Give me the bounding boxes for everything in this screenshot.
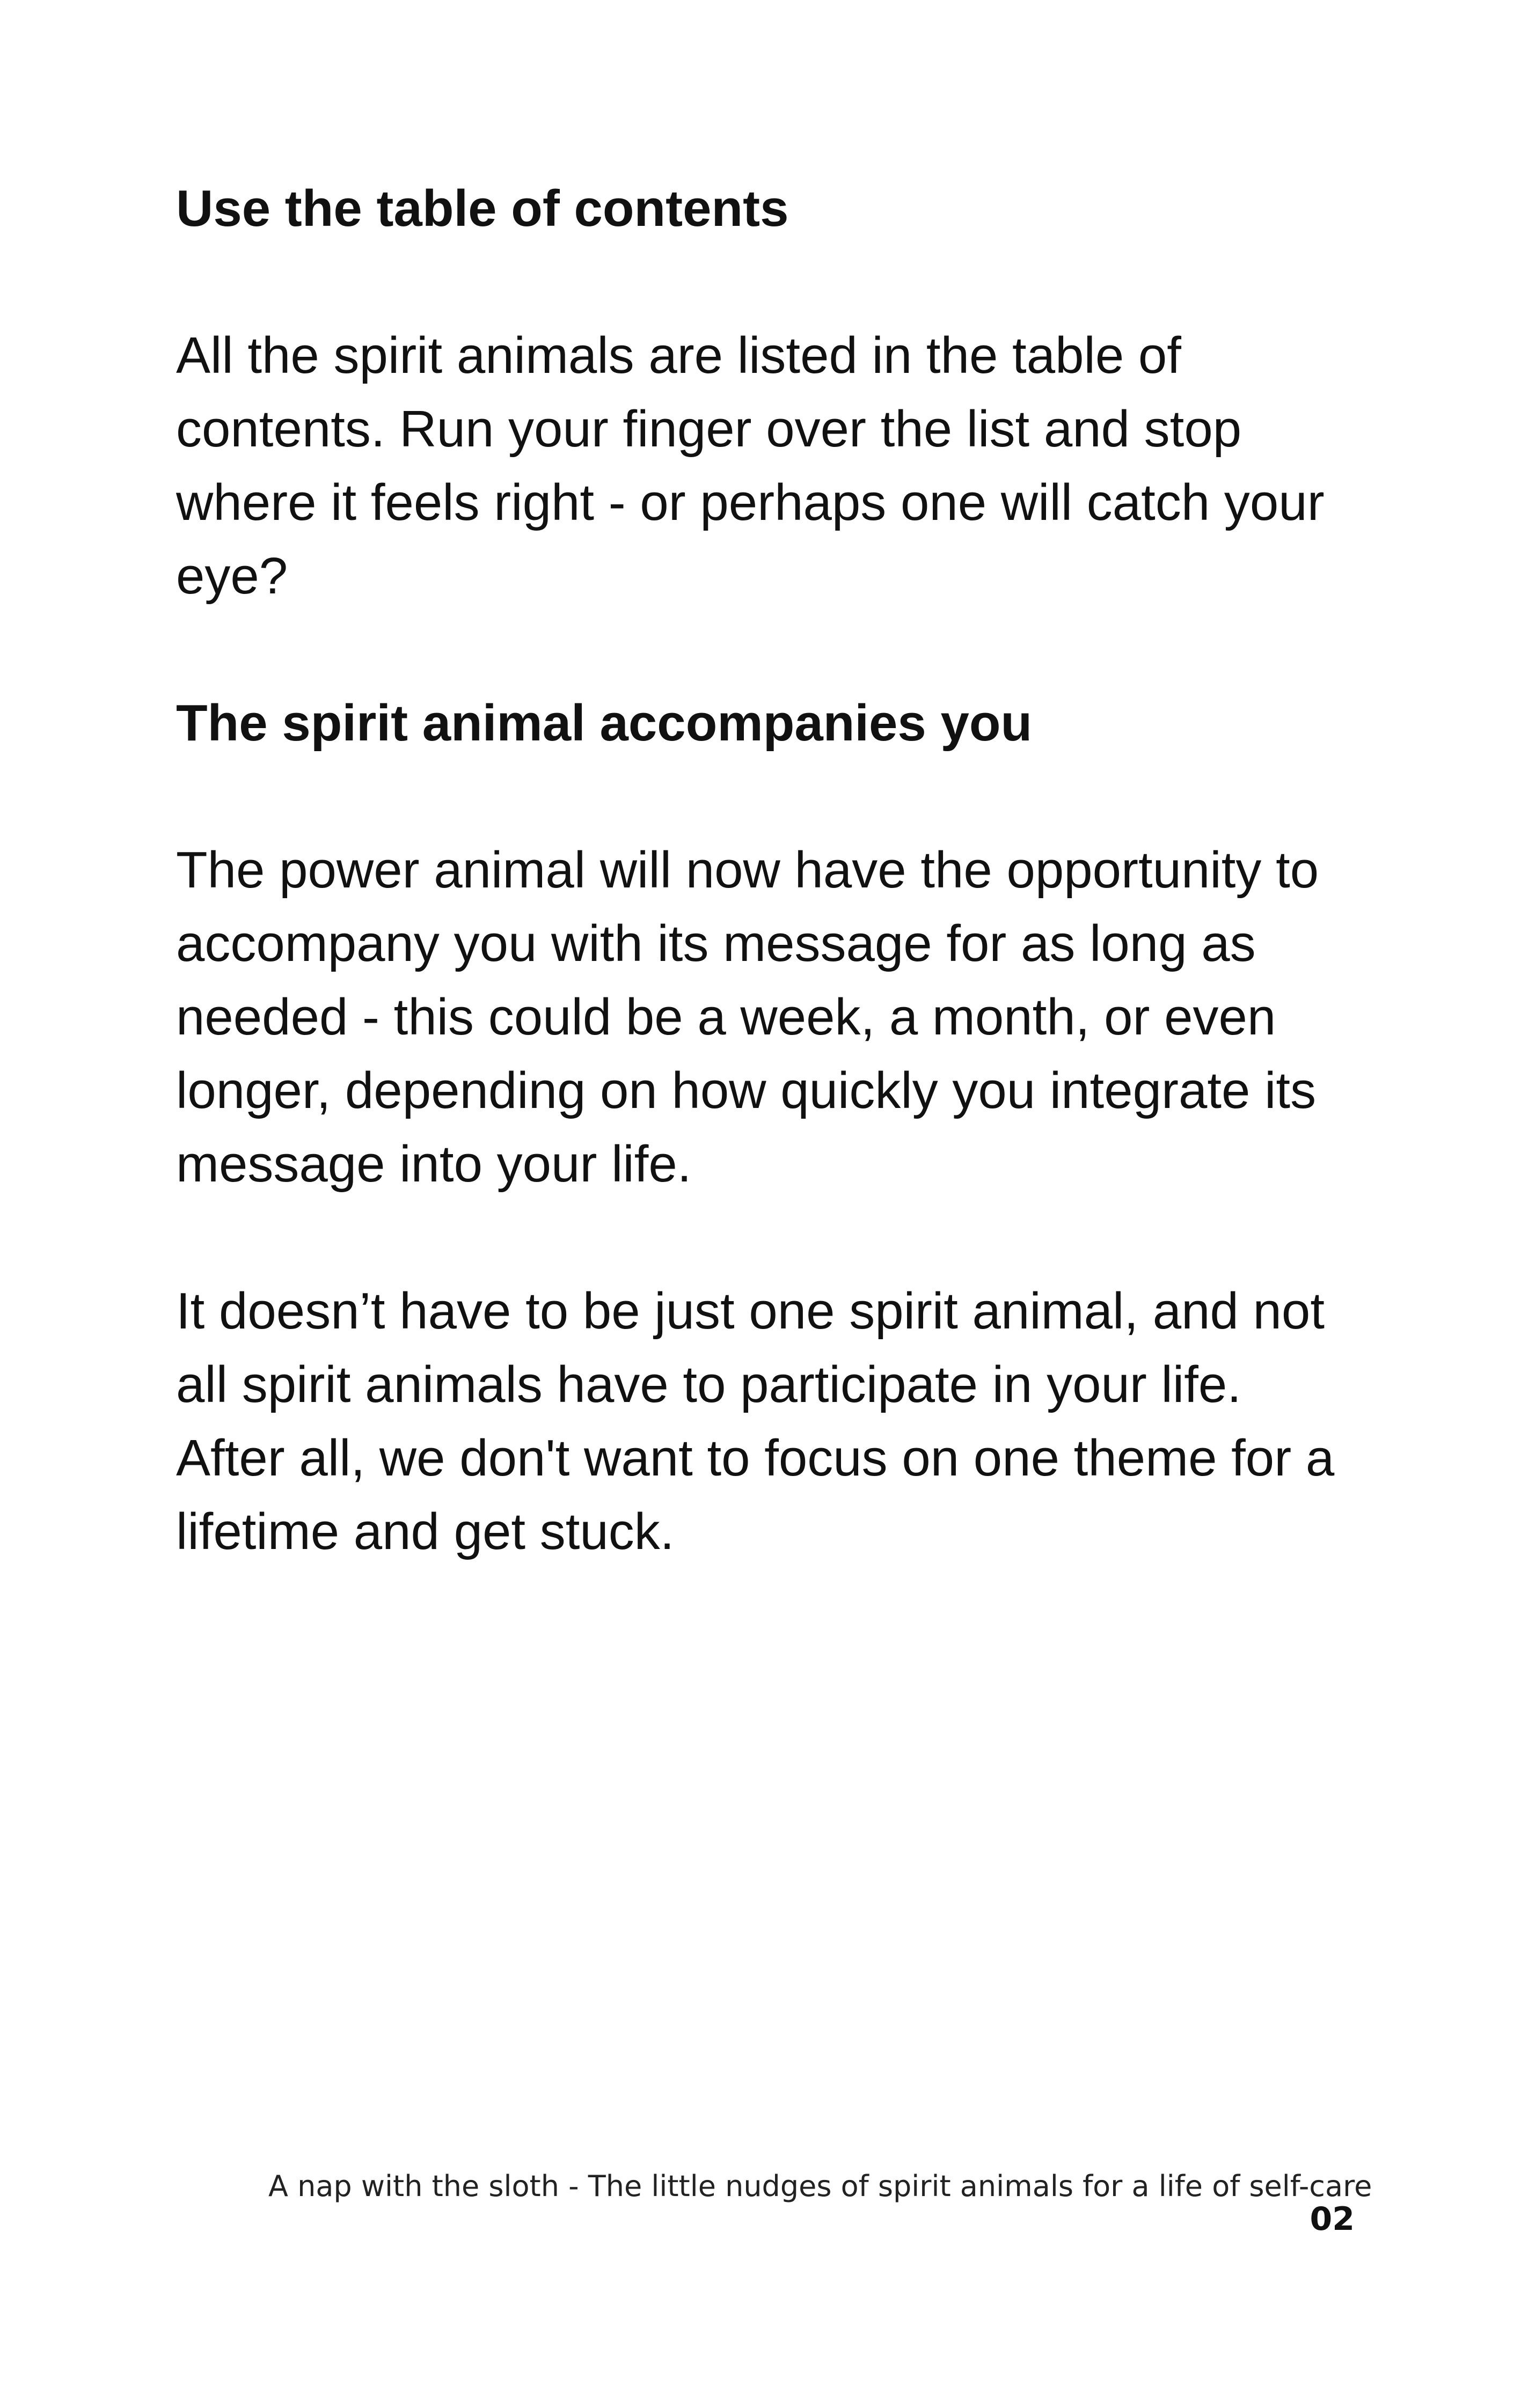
footer-book-title: A nap with the sloth - The little nudges of spirit animals for a life of self-care xyxy=(268,2169,1372,2203)
page-content xyxy=(176,172,1357,1568)
paragraph-after-all: After all, we don't want to focus on one theme for a lifetime and get stuck. xyxy=(176,1429,1335,1560)
section-heading-table-of-contents: Use the table of contents xyxy=(176,180,789,237)
spacer xyxy=(176,1201,1357,1274)
spacer xyxy=(176,245,1357,319)
paragraph-table-of-contents: All the spirit animals are listed in the table of contents. Run your finger over the list and stop where it feels right - or perhaps one will catch your eye? xyxy=(176,327,1325,605)
page-number: 02 xyxy=(1310,2200,1355,2238)
spacer xyxy=(176,613,1357,686)
section-heading-spirit-animal-accompanies: The spirit animal accompanies you xyxy=(176,694,1033,752)
spacer xyxy=(176,760,1357,833)
paragraph-not-just-one: It doesn’t have to be just one spirit animal, and not all spirit animals have to participate in your life. xyxy=(176,1282,1325,1413)
paragraph-power-animal: The power animal will now have the opportunity to accompany you with its message for as long as needed - this could be a week, a month, or even longer, depending on how quickly you integrate its message into your life. xyxy=(176,841,1319,1193)
